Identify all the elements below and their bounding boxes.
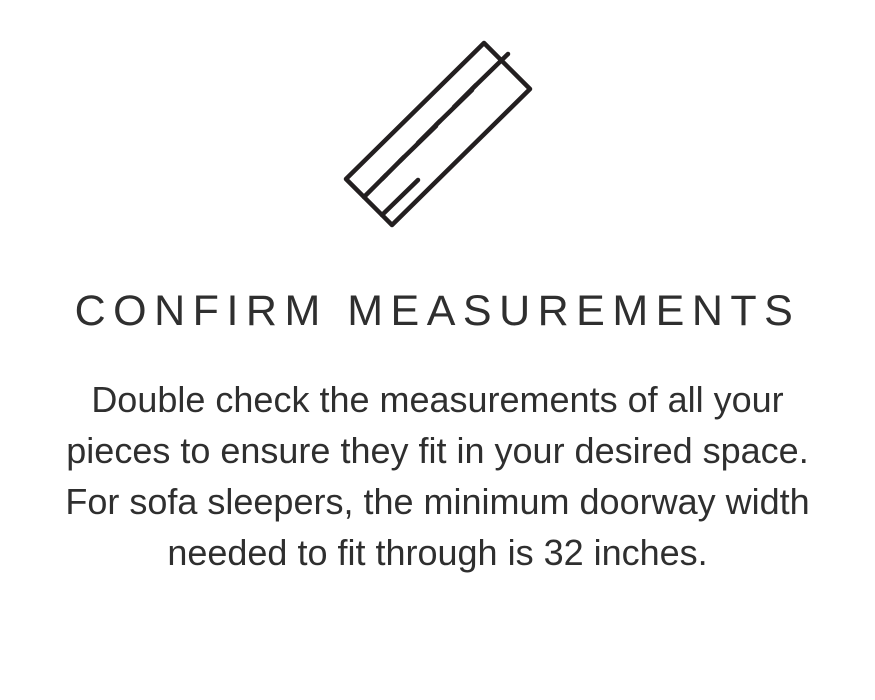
ruler-icon [318,34,558,234]
page-title: CONFIRM MEASUREMENTS [74,287,801,335]
body-paragraph: Double check the measurements of all your pieces to ensure they fit in your desired space. For sofa sleepers, the minimum doorway width needed to fit through is 32 inches. [65,379,810,574]
